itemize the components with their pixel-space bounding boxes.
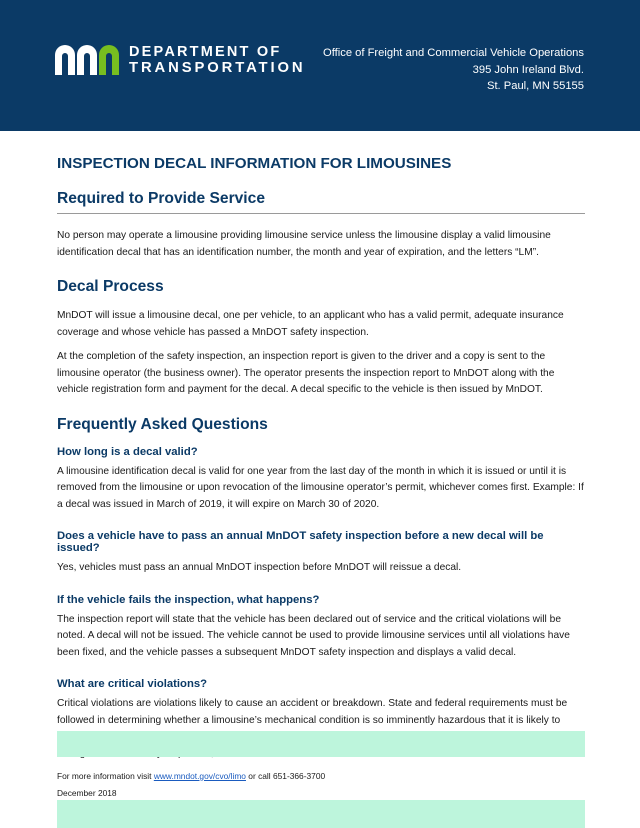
decal-process-para-2: At the completion of the safety inspection, an inspection report is given to the driver and a copy is sent to the limousine operator (the business owner). The operator presents the inspection report to MnDOT along with the vehicle registration form and payment for the decal. A decal specific to the vehicle is then issued by MnDOT.: [57, 351, 555, 395]
heading-required-service: Required to Provide Service: [57, 190, 585, 214]
faq-question-1: How long is a decal valid?: [57, 445, 198, 458]
document-title: INSPECTION DECAL INFORMATION FOR LIMOUSINES: [57, 155, 452, 172]
mndot-logo[interactable]: [55, 44, 306, 78]
faq-question-3: If the vehicle fails the inspection, what happens?: [57, 593, 320, 606]
footer-link[interactable]: www.mndot.gov/cvo/limo: [153, 771, 246, 781]
document-body: [57, 155, 585, 770]
heading-decal-process: Decal Process: [57, 278, 164, 295]
faq-question-2: Does a vehicle have to pass an annual MnDOT safety inspection before a new decal will be issued?: [57, 530, 544, 554]
page-header: [0, 0, 640, 131]
faq-answer-3: The inspection report will state that the vehicle has been declared out of service and the critical violations will be noted. A decal will not be issued. The vehicle cannot be used to provide limousine services until all violations have been fixed, and the vehicle passes a subsequent MnDOT safety inspection and displays a valid decal.: [57, 613, 570, 658]
address-line-1: Office of Freight and Commercial Vehicle Operations: [323, 47, 584, 59]
footer-prefix: For more information visit: [57, 771, 154, 781]
decal-process-para-1: MnDOT will issue a limousine decal, one per vehicle, to an applicant who has a valid permit, adequate insurance coverage and whose vehicle has passed a MnDOT safety inspection.: [57, 310, 564, 338]
faq-question-4: What are critical violations?: [57, 678, 208, 690]
footer-date: December 2018: [57, 788, 117, 798]
faq-answer-4: Critical violations are violations likely to cause an accident or breakdown. State and federal requirements must be followed in determining whether a limousine’s mechanical condition is so imminently hazardous that it is likely to: [57, 698, 568, 726]
footer-contact: [57, 768, 325, 785]
faq-answer-1: A limousine identification decal is valid for one year from the last day of the month in which it is issued or until it is removed from the limousine or upon revocation of the limousine operator’s permit, whichever comes first. Example: If a decal was issued in March of 2019, it will expire on March 30 of 2020.: [57, 465, 584, 510]
logo-line-1: DEPARTMENT OF: [129, 44, 282, 60]
address-line-3: St. Paul, MN 55155: [486, 80, 584, 92]
footer-suffix: or call 651-366-3700: [245, 771, 326, 781]
heading-faq: Frequently Asked Questions: [57, 415, 268, 433]
logo-wordmark: [129, 44, 306, 76]
mn-logo-icon: [55, 45, 123, 75]
logo-line-2: TRANSPORTATION: [129, 60, 306, 76]
highlight-band-bottom: [57, 800, 585, 828]
faq-answer-2: Yes, vehicles must pass an annual MnDOT inspection before MnDOT will reissue a decal.: [57, 562, 462, 573]
page-footer: [57, 768, 325, 802]
address-line-2: 395 John Ireland Blvd.: [472, 63, 584, 76]
office-address: [323, 45, 584, 95]
highlight-band-top: [57, 731, 585, 757]
required-service-text: No person may operate a limousine providing limousine service unless the limousine display a valid limousine identification decal that has an identification number, the month and year of expiration, and the letters “LM”.: [57, 230, 551, 258]
